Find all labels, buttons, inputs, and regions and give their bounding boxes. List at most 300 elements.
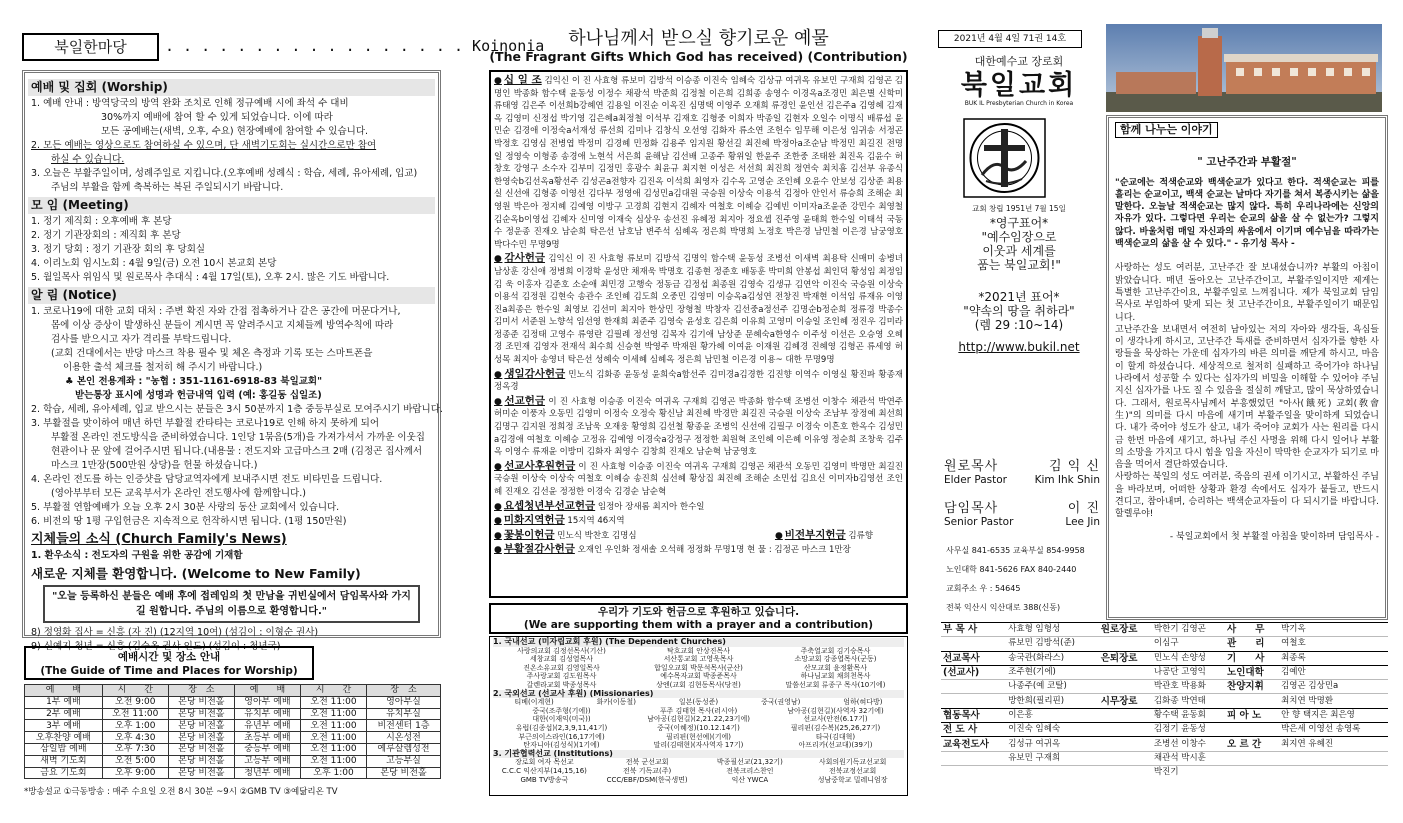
support-entry: 티베(이계현): [514, 698, 554, 707]
contribution-category: [494, 529, 637, 543]
support-entry: 필리핀(현선예)(기에): [665, 732, 732, 741]
support-entry: 합일오교회 박문석목사(군산): [654, 663, 743, 672]
table-cell: 오전 5:00: [102, 755, 168, 767]
staff-role: 교육전도사: [941, 737, 1006, 751]
support-entry: 탄자니아(김성식)(1기에): [523, 741, 600, 750]
staff-role: [1099, 737, 1152, 751]
church-name: 북일교회: [960, 70, 1078, 101]
contact-line: 교회주소 우 : 54645: [946, 584, 1021, 593]
support-entry: 주사랑교회 김도원목사: [526, 672, 597, 681]
support-entry: 선교사(안전(6.17기): [803, 715, 868, 724]
staff-role: 선교목사: [941, 651, 1006, 665]
worship-item: 30%까지 예배에 참여 할 수 있게 되었습니다. 이에 따라: [101, 112, 333, 123]
staff-role: 은퇴장로: [1099, 651, 1152, 665]
category-label: ● 감사헌금: [494, 252, 545, 264]
column-header: 예 배: [25, 685, 103, 697]
support-row: [493, 715, 904, 724]
pastor-role-en: Senior Pastor: [944, 516, 1014, 528]
category-names: 김류향: [848, 530, 873, 541]
staff-names: 김화종 박연태: [1152, 694, 1225, 708]
support-entry: 소망교회 강종엽목사(군동): [794, 655, 877, 664]
year-motto-title: *2021년 표어*: [978, 290, 1060, 304]
support-row: [493, 698, 904, 707]
support-entry: 서산통교회 고영욱목사: [663, 655, 734, 664]
staff-names: 최지연 유혜진: [1279, 737, 1388, 751]
staff-row: [941, 665, 1388, 679]
table-cell: 3부 예배: [25, 720, 103, 732]
column-header: 예 배: [234, 685, 300, 697]
support-entry: 사회의원기독교선교회: [818, 758, 887, 767]
meeting-item: 5. 월일목사 위임식 및 원로목사 추대식 : 4월 17일(토), 오후 2시. 많은 기도 바랍니다.: [31, 272, 390, 283]
table-cell: 비전센터 1층: [366, 720, 440, 732]
church-website-link[interactable]: http://www.bukil.net: [958, 340, 1080, 354]
table-cell: 고등부 예배: [234, 755, 300, 767]
section-header: [22, 33, 545, 63]
support-entry: 전북교정선교회: [828, 766, 877, 775]
category-label: ● 선교사후원헌금: [494, 460, 575, 472]
support-entry: 일본(동성준): [678, 698, 719, 707]
bank-account: ♣ 본인 전용계좌 : "농협 : 351-1161-6918-83 북일교회": [65, 376, 323, 387]
staff-role: [1225, 723, 1279, 737]
table-cell: 본당 비전홀: [168, 732, 234, 744]
staff-directory: [941, 622, 1388, 780]
contribution-category: [494, 500, 903, 514]
table-cell: 초등부 예배: [234, 732, 300, 744]
support-entry: 필리핀(김수복)(25,26,27기): [790, 723, 881, 732]
worship-item: 3. 오늘은 부활주일이며, 성례주일로 지킵니다.(오후예배 성례식 : 학습, 세례, 유아세례, 입교): [31, 168, 418, 179]
category-names: 15지역 46지역: [567, 516, 625, 527]
support-entry: 장로회 여자 목선교: [515, 758, 574, 767]
staff-names: [1279, 765, 1388, 779]
welcome-heading: 새로운 지체를 환영합니다. (Welcome to New Family): [28, 565, 435, 582]
section-title: 북일한마당: [22, 33, 159, 61]
support-row: [493, 724, 904, 733]
notice-item: 검사를 받으시고 자가 격리를 부탁드립니다.: [51, 334, 232, 345]
table-row: [25, 696, 441, 708]
support-entry: 하나님교회 채희천목사: [800, 672, 871, 681]
staff-names: 김정기 윤동성: [1152, 723, 1225, 737]
support-entry: 상엔(교회 김현동목사(당전): [656, 680, 741, 689]
section-subtitle: . . . . . . . . . . . . . . . . . Koinonia: [165, 37, 545, 55]
table-cell: 오전 11:00: [301, 732, 367, 744]
support-section-heading: 1. 국내선교 (미자립교회 후원) (The Dependent Churches): [493, 638, 904, 647]
pastor-role: 담임목사: [944, 501, 999, 516]
staff-role: [1225, 751, 1279, 765]
pastor-name-en: Lee Jin: [1065, 516, 1100, 528]
notice-item: 2. 학습, 세례, 유아세례, 입교 받으시는 분들은 3시 50분까지 1층 중등부실로 모여주시기 바랍니다.: [31, 404, 443, 415]
table-cell: 본당 비전홀: [168, 708, 234, 720]
table-row: [25, 743, 441, 755]
category-label: ● 십 일 조: [494, 74, 542, 86]
table-cell: 시온성전: [366, 732, 440, 744]
story-box: [1106, 115, 1388, 620]
table-cell: 본당 비전홀: [168, 720, 234, 732]
contribution-category: [494, 252, 903, 366]
staff-role: 찬양지휘: [1225, 680, 1279, 694]
support-entry: 남아공(김현길)(사역자 32기에): [787, 706, 884, 715]
motto-line: 품는 북일교회!": [977, 258, 1061, 272]
support-row: [493, 767, 904, 776]
category-label: ● 생일감사헌금: [494, 368, 565, 380]
staff-role: 원로장로: [1099, 623, 1152, 637]
year-motto-line: "약속의 땅을 취하라": [963, 304, 1075, 318]
staff-role: 관 리: [1225, 637, 1279, 651]
staff-role: [941, 637, 1006, 651]
notice-item: (영아부부터 모든 교육부서가 온라인 전도행사에 함께합니다.): [51, 488, 306, 499]
support-entry: 전북 군선교회: [625, 758, 669, 767]
support-entry: 말씀선교회 류종구 목사(10기에): [785, 680, 886, 689]
meeting-heading: 모 임 (Meeting): [28, 197, 435, 214]
year-motto-ref: (렘 29 :10~14): [974, 318, 1064, 332]
support-entry: 유럽(김종섭)(2,3,9,11,41기): [515, 723, 608, 732]
support-entry: 사랑의교회 김정선목사(기산): [517, 646, 606, 655]
motto-line: "예수임장으로: [981, 230, 1057, 244]
story-paragraph: 고난주간을 보내면서 여전히 남아있는 저의 자아와 생각들, 욕심들이 생각나게 하시고, 고난주간 특새를 준비하면서 십자가를 향한 사랑들을 묵상하는 가운데 십자가의 바른 의미를 깨닫게 하시고, 마음이 할게 하셨습니다. 세상적으로 철저히 실패하고 죽어가야 하나님 나라에서 성공할 수 있다는 십자가의 비밀을 이해할 수 있어야 주님 지신 십자가를 나도 질 수 있음을 절실히 깨달고, 많이 묵상하였습니다. 그래서, 원로목사님께서 부흥했었던 "아사(餓死) 교회(敎會生)"의 의미를 다시 마음에 새기며 부활주일을 맞이하게 되었습니다. 내가 죽어야 성도가 살고, 내가 죽어야 교회가 사는 원리를 다시금 한번 마음에 새기고, 하나님 주신 사명을 위해 다시 일어나 부활의 소망을 가지고 다시 힘을 입을 자신이 막막한 순교자가 되기로 마음을 먹어서 결단하였습니다.: [1115, 324, 1379, 471]
staff-names: 박기옥: [1279, 623, 1388, 637]
table-cell: 오전 9:00: [102, 696, 168, 708]
table-cell: 중등부 예배: [234, 743, 300, 755]
worship-item: 1. 예배 안내 : 방역당국의 방역 완화 조치로 인해 정규예배 시에 좌석 수 대비: [31, 98, 349, 109]
notice-item: 현관이나 문 앞에 걸어주시면 됩니다.(내용물 : 전도지와 고급마스크 2매 (김정곤 집사께서: [51, 446, 423, 457]
staff-role: [1099, 765, 1152, 779]
senior-pastor: [944, 497, 1100, 528]
staff-row: [941, 623, 1388, 637]
support-entry: 대한(이재익(미국)): [532, 715, 591, 724]
staff-role: 협동목사: [941, 708, 1006, 722]
category-names: 오재인 우인화 정새솔 오석해 정정화 무명1명 현 물 : 김정곤 마스크 1만장: [577, 545, 851, 556]
table-cell: 오후 4:30: [102, 732, 168, 744]
staff-names: 송국관(화라스): [1006, 651, 1099, 665]
meeting-item: 1. 정기 제직회 : 오후예배 후 본당: [31, 216, 172, 227]
staff-role: [941, 751, 1006, 765]
notice-item: 6. 비전의 땅 1평 구입헌금은 지속적으로 헌작하시면 됩니다. (1평 150만원): [31, 516, 347, 527]
staff-names: 민노식 손양성: [1152, 651, 1225, 665]
table-cell: 본당 비전홀: [168, 743, 234, 755]
support-entry: 아프리카(선교대)(39기): [798, 741, 873, 750]
table-cell: 오전 11:00: [301, 743, 367, 755]
staff-names: 유보민 구재희: [1006, 751, 1099, 765]
staff-row: [941, 751, 1388, 765]
category-names: 이 진 사효형 이승종 이진숙 여귀옥 구재희 김영곤 박종화 함수택 조병선 이창수 채관석 박연주 허미순 이풍자 오동민 김영미 이정숙 오정숙 황신남 최진혜 박경만 최길진 국승원 이상숙 조남부 장정예 최선희 김명구 김지원 정희정 조남욱 오재웅 황영희 김선철 황종윤 조병익 신선애 김필구 이경숙 이흔호 한옥수 김성민a김경애 여철호 이혜승 고정유 김예영 이경숙a강정구 정정한 최원혁 조인혜 이은혜 이유영 정순희 조창욱 김주옥 이영수 류재윤 이방미 김화자 최영수 김창희 진재오 남순혁 남궁영호: [494, 396, 904, 458]
support-entry: 전북 기독교(주): [622, 766, 672, 775]
category-names: 민노식 김화종 윤동성 윤희숙a함선주 김미경a김경한 김진향 이역수 이영실 황진파 황종재 정옥경: [494, 369, 904, 393]
contribution-category: [494, 395, 903, 459]
staff-role: [941, 765, 1006, 779]
table-cell: 본당 비전홀: [168, 767, 234, 779]
support-row: [493, 672, 904, 681]
permanent-motto: [938, 216, 1100, 272]
story-column: [1106, 0, 1388, 620]
category-names: 김익신 이 진 사효형 류보미 김방석 김명익 함수택 윤동성 조병선 이새벽 최용탁 신매미 송병녀 남상훈 강신애 정병희 이경학 윤성만 채재욱 박명호 김종현 정준호 배동훈 박미희 안봉섭 최인덕 황성임 최정임 김 욱 이홍자 김준호 소순애 최민경 고행숙 정동금 김정섭 최종원 김영숙 김생규 김연악 이진숙 국승원 이상숙 이용석 김정원 김현숙 송관수 조인혜 김도희 오중민 김영미 이승옥a김성연 전창진 박재현 이석임 류재유 이영진a최종은 한수일 최영보 김선미 최지아 한상민 장형철 박창자 김선중a정선주 김명순b정순희 정류경 박종수 김미서 서준원 노향석 임선영 한재희 최준주 김영숙 윤성호 김은희 이유희 고영미 이승일 조인혜 정진우 김미라 정종준 김정태 고영수 류영란 김필례 정선영 김목자 김기애 남상준 문혜숙a한영수 이주성 이선은 오승영 오혜경 조민재 김영자 전재석 최수희 신승현 박영주 박재원 황가혜 이여윤 이재원 김혜경 진혜영 김형곤 류세영 허성목 최지아 송영녀 탁은선 성혜숙 이세혜 심혜옥 정은희 남민철 이은경 이용~ 대한 무명9명: [494, 254, 904, 366]
category-label: ● 선교헌금: [494, 395, 545, 407]
table-cell: 오전 11:00: [301, 720, 367, 732]
support-box: [489, 636, 908, 796]
notice-item: 몸에 이상 증상이 발생하신 분들이 계시면 꼭 알려주시고 지체들께 방역수칙에 따라: [51, 320, 394, 331]
contribution-category: [494, 368, 903, 394]
motto-line: 이웃과 세계를: [982, 244, 1056, 258]
support-title-en: (We are supporting them with a prayer and a contribution): [523, 619, 874, 631]
staff-role: 사 무: [1225, 623, 1279, 637]
support-title: [489, 603, 908, 634]
pastor-role-en: Elder Pastor: [944, 474, 1007, 486]
story-paragraph: 사랑하는 성도 여러분, 고난주간 잘 보내셨습니까? 부활의 아침이 밝았습니다. 매년 돌아오는 고난주간이고, 부활주일이지만 제게는 특별한 고난주간이요, 부활주일로 느껴집니다. 제가 북일교회 담임목사로 부임하여 맞게 되는 첫 고난주간이요, 부활주일이기 때문입니다.: [1115, 263, 1379, 323]
staff-names: 류보민 김방석(준): [1006, 637, 1099, 651]
contact-line: 사무실 841-6535 교육부실 854-9958: [946, 546, 1085, 555]
guide-title: [24, 646, 314, 680]
staff-names: 최종록: [1279, 651, 1388, 665]
staff-role: [1099, 708, 1152, 722]
support-entry: 중국(이혜정)(10.12.14기): [657, 723, 740, 732]
table-cell: 유치부 예배: [234, 708, 300, 720]
category-names: 민노식 박찬호 김명심: [557, 530, 637, 541]
support-row: [493, 647, 904, 656]
family-heading: 지체들의 소식 (Church Family's News): [28, 531, 435, 548]
table-cell: 본당 비전홀: [168, 696, 234, 708]
staff-row: [941, 680, 1388, 694]
staff-names: 조주현(기에): [1006, 665, 1099, 679]
story-heading: 함께 나누는 이야기: [1115, 122, 1218, 138]
staff-names: 안 향 택지은 최은영: [1279, 708, 1388, 722]
staff-row: [941, 765, 1388, 779]
staff-role: [941, 680, 1006, 694]
staff-names: 채관석 박시훈: [1152, 751, 1225, 765]
motto-title: *영구표어*: [989, 216, 1049, 230]
staff-role: [1099, 665, 1152, 679]
staff-role: 전 도 사: [941, 723, 1006, 737]
table-cell: 본당 비전홀: [168, 755, 234, 767]
family-item: 1. 환우소식 : 전도자의 구원을 위한 공감에 기재함: [31, 550, 243, 561]
category-label: ● 꽃봉이헌금: [494, 529, 555, 541]
church-logo-icon: [962, 117, 1047, 199]
schedule-body: [25, 696, 441, 779]
support-entry: 박종필선교(21,32기): [716, 758, 783, 767]
staff-row: [941, 637, 1388, 651]
contribution-title: 하나님께서 받으실 향기로운 예물: [568, 28, 829, 49]
staff-names: 박한기 김영곤: [1152, 623, 1225, 637]
staff-names: 김예안: [1279, 665, 1388, 679]
year-motto: [938, 290, 1100, 332]
table-cell: 청년부 예배: [234, 767, 300, 779]
category-label: ● 부활절감사헌금: [494, 543, 575, 555]
contact-line: 노인대학 841-5626 FAX 840-2440: [946, 565, 1077, 574]
category-label: ● 요셉청년부선교헌금: [494, 500, 595, 512]
notice-item: 5. 부활절 연합예배가 오늘 오후 2시 30분 사랑의 동산 교회에서 있습니다.: [31, 502, 340, 513]
support-entry: 중국(조주형(기에)): [532, 706, 591, 715]
staff-role: 노인대학: [1225, 665, 1279, 679]
table-cell: 오후 7:30: [102, 743, 168, 755]
contribution-subtitle: (The Fragrant Gifts Which God has received) (Contribution): [489, 49, 908, 64]
guide-title-ko: 예배시간 및 장소 안내: [117, 651, 221, 663]
support-entry: 중국(권영남): [761, 698, 801, 707]
table-cell: 오전 11:00: [102, 708, 168, 720]
contact-info: [946, 541, 1100, 617]
church-building-photo: [1106, 24, 1382, 112]
worship-schedule-table: [24, 684, 441, 779]
contribution-category: [775, 529, 873, 543]
contribution-category: [494, 460, 903, 499]
staff-row: [941, 694, 1388, 708]
story-quote: "순교에는 적색순교와 백색순교가 있다고 한다. 적색순교는 피를 흘리는 순교이고, 백색 순교는 날마다 자기를 쳐서 복종시키는 삶을 말한다. 오늘날 적색순교는 많지 않다. 특히 우리나라에는 신앙의 자유가 있다. 그렇다면 우리는 순교의 삶을 살 수 없는가? 그렇지 않다. 바울처럼 매일 자신과의 싸움에서 이기며 예수님을 따라가는 백색순교의 삶을 살 수 있다." - 유기성 목사 -: [1115, 177, 1379, 250]
staff-names: 황수택 윤동회: [1152, 708, 1225, 722]
meeting-item: 2. 정기 기관장회의 : 제직회 후 본당: [31, 230, 181, 241]
staff-role: [1099, 680, 1152, 694]
category-names: 이 진 사효형 이승종 이진숙 여귀옥 구재희 김영곤 채관석 오동민 김영미 박명만 최길진 국승원 이상숙 이상숙 여철호 이혜승 송진희 심선혜 황상집 최진혜 조해순 소민섭 김요신 이미자b김영선 조인혜 진재오 김선윤 정정한 이경숙 김경순 남순혁: [494, 461, 904, 497]
notice-item: 3. 부활절을 맞이하여 매년 하던 부활절 칸타타는 코로나19로 인해 하지 못하게 되어: [31, 418, 380, 429]
staff-role: 부 목 사: [941, 623, 1006, 637]
table-cell: 삼일밤 예배: [25, 743, 103, 755]
column-header: 장 소: [168, 685, 234, 697]
table-cell: 2부 예배: [25, 708, 103, 720]
notice-item: 4. 온라인 전도를 하는 인증샷을 담당교역자에게 보내주시면 전도 비타민을 드립니다.: [31, 474, 383, 485]
table-row: [25, 732, 441, 744]
support-entry: CCC/EBF/DSM(한국생면): [606, 775, 688, 784]
support-entry: 세창교회 김성열목사: [529, 655, 594, 664]
support-entry: 산모교회 윤정환목사: [803, 663, 868, 672]
issue-date: 2021년 4월 4일 71권 14호: [938, 30, 1082, 48]
table-cell: 오후찬양 예배: [25, 732, 103, 744]
support-entry: 탁흐교회 안상진목사: [666, 646, 731, 655]
worship-item: 모든 공예배는(새벽, 오후, 수요) 현장예배에 참여할 수 있습니다.: [101, 126, 369, 137]
contribution-category: [494, 514, 903, 528]
family-item: 8) 정영화 집사 = 신흥 (자 진) (12지역 10여) (섬김이 : 이형순 권사): [31, 627, 319, 638]
staff-names: 이진숙 임혜숙: [1006, 723, 1099, 737]
column-header: 시 간: [102, 685, 168, 697]
table-row: [25, 755, 441, 767]
worship-item: 하실 수 있습니다.: [51, 154, 125, 165]
staff-names: 박관호 박용화: [1152, 680, 1225, 694]
staff-row: [941, 651, 1388, 665]
table-cell: 오후 9:00: [102, 767, 168, 779]
staff-names: 박은세 이영선 송영록: [1279, 723, 1388, 737]
staff-names: 김성규 여귀옥: [1006, 737, 1099, 751]
staff-role: 오 르 간: [1225, 737, 1279, 751]
support-entry: C.C.C 익산지부(14,15,16): [501, 766, 587, 775]
staff-role: [1099, 751, 1152, 765]
staff-role: [1225, 694, 1279, 708]
staff-names: [1279, 751, 1388, 765]
pastor-role: 원로목사: [944, 459, 999, 474]
support-entry: 부근의이스라인(16,17기에): [518, 732, 605, 741]
table-cell: 예루살렘성전: [366, 743, 440, 755]
table-cell: 오전 11:00: [301, 696, 367, 708]
contribution-category: [494, 543, 903, 557]
staff-names: 김영곤 김상민a: [1279, 680, 1388, 694]
pastor-name-en: Kim Ihk Shin: [1034, 474, 1100, 486]
staff-names: 방한희(필리핀): [1006, 694, 1099, 708]
support-entry: 전북크리스찬인: [726, 766, 774, 775]
notice-item: 마스크 1만장(500만원 상당)을 헌물 하셨습니다.): [51, 460, 258, 471]
denomination: 대한예수교 장로회: [974, 55, 1064, 68]
table-row: [25, 720, 441, 732]
staff-row: [941, 723, 1388, 737]
support-entry: 주축열교회 김기승목사: [800, 646, 871, 655]
contribution-pair: [494, 529, 903, 543]
support-entry: 갈렌라교회 박종성목사: [526, 680, 597, 689]
table-header-row: [25, 685, 441, 697]
support-entry: 진온소유교회 김영일목사: [523, 663, 600, 672]
support-entry: 말리(김태현)(자사역자 17기): [653, 741, 744, 750]
guide-title-en: (The Guide of Time and Places for Worship): [40, 665, 298, 677]
notice-heading: 알 림 (Notice): [28, 287, 435, 304]
table-cell: 고등부실: [366, 755, 440, 767]
contact-line: 전북 익산시 익산대로 388(신동): [946, 603, 1061, 612]
table-row: [25, 767, 441, 779]
staff-names: 최치연 박명환: [1279, 694, 1388, 708]
contribution-category: [494, 74, 903, 251]
table-cell: 오전 11:00: [301, 755, 367, 767]
worship-heading: 예배 및 집회 (Worship): [28, 79, 435, 96]
support-row: [493, 758, 904, 767]
worship-item: 주님의 부활을 함께 축복하는 복된 주일되시기 바랍니다.: [51, 182, 284, 193]
elder-pastor: [944, 455, 1100, 486]
staff-names: 사효형 임형성: [1006, 623, 1099, 637]
notice-item: (교회 건대에서는 반당 마스크 착용 필수 및 체온 측정과 기록 또는 스마트폰을: [51, 348, 373, 359]
staff-row: [941, 708, 1388, 722]
support-entry: 예수목자교회 박종준목사: [660, 672, 737, 681]
staff-role: [941, 694, 1006, 708]
support-row: [493, 655, 904, 664]
staff-role: [1099, 723, 1152, 737]
founded-date: 교회 창립 1951년 7월 15일: [972, 204, 1066, 213]
meeting-item: 3. 정기 당회 : 정기 기관장 회의 후 당회실: [31, 244, 206, 255]
bank-account-note: 받는통장 표시에 성명과 헌금내역 입력 (예: 홍길동 십일조): [75, 390, 322, 401]
church-name-en: BUK IL Presbyterian Church in Korea: [964, 100, 1074, 107]
masthead-column: [938, 0, 1100, 620]
contribution-box: [489, 70, 908, 598]
support-entry: GMB TV방송국: [520, 775, 569, 784]
support-entry: 푸주 김태현 목사(러시아): [659, 706, 738, 715]
staff-row: [941, 737, 1388, 751]
support-entry: 남아공(김현길)(2,21.22,23기에): [647, 715, 750, 724]
notice-item: 1. 코로나19에 대한 교회 대처 : 주변 확진 자와 간접 접촉하거나 같은 공간에 머문다거나,: [31, 306, 401, 317]
staff-role: (선교사): [941, 665, 1006, 679]
table-cell: 영아부 예배: [234, 696, 300, 708]
table-cell: 오후 1:00: [301, 767, 367, 779]
support-section-heading: 3. 기관협력선교 (Institutions): [493, 750, 904, 759]
table-cell: 오후 1:00: [102, 720, 168, 732]
category-label: ● 미화지역헌금: [494, 514, 565, 526]
support-entry: 엄하(혀다방): [843, 698, 883, 707]
staff-names: 여철호: [1279, 637, 1388, 651]
support-section-heading: 2. 국외선교 (선교사 후원) (Missionaries): [493, 690, 904, 699]
staff-role: 시무장로: [1099, 694, 1152, 708]
worship-item: 2. 모든 예배는 영상으로도 참여하실 수 있으며, 단 새벽기도회는 실시간으로만 참여: [31, 140, 377, 151]
column-header: 장 소: [366, 685, 440, 697]
family-item: 9) 신예지 청년 = 신흥 (김수옥 권사 인도) (섬김이 : 청년국): [31, 641, 281, 652]
pastor-name: 김 익 신: [1049, 459, 1100, 474]
notice-item: 이용한 출석 체크를 철저히 해 주시기 바랍니다.): [63, 362, 263, 373]
story-paragraph: 사랑하는 북일의 성도 여러분, 죽음의 권세 이기시고, 부활하신 주님을 바라보며, 어떠한 상황과 환경 속에서도 십자가 붙들고, 반드시 견디고, 참아내며, 승리하는 백색순교자들이 다 되시기를 바랍니다. 할렐루야!: [1115, 472, 1379, 520]
staff-role: 피 아 노: [1225, 708, 1279, 722]
welcome-box: "오늘 등록하신 분들은 예배 후에 접레임의 첫 만남을 귀빈실에서 담임목사와 가지길 원합니다. 주님의 이름으로 환영합니다.": [43, 585, 420, 623]
support-entry: 화카(이동철): [596, 698, 636, 707]
table-cell: 유치부실: [366, 708, 440, 720]
table-cell: 1부 예배: [25, 696, 103, 708]
staff-names: 박진기: [1152, 765, 1225, 779]
staff-role: [1225, 765, 1279, 779]
staff-role: 기 사: [1225, 651, 1279, 665]
category-names: 임정아 장새롬 최지아 한수일: [597, 501, 705, 512]
category-label: ● 비전부지헌금: [775, 529, 846, 541]
staff-names: 이은흥: [1006, 708, 1099, 722]
table-cell: 본당 비전홀: [366, 767, 440, 779]
table-cell: 유년부 예배: [234, 720, 300, 732]
staff-role: [1099, 637, 1152, 651]
staff-names: 나공단 고영익: [1152, 665, 1225, 679]
table-cell: 영아부실: [366, 696, 440, 708]
table-cell: 금요 기도회: [25, 767, 103, 779]
column-header: 시 간: [301, 685, 367, 697]
